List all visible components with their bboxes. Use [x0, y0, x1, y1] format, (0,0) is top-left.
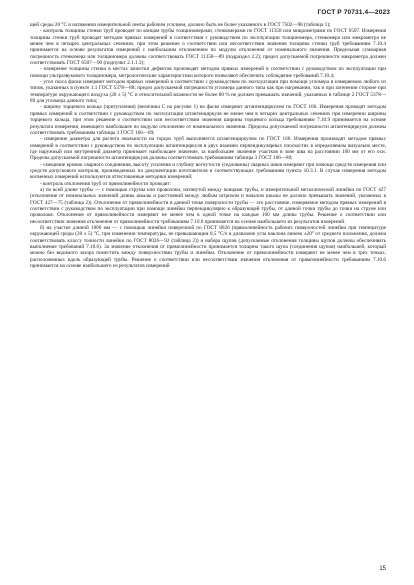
document-body: [30, 22, 386, 269]
paragraph-3: - измерение толщины стенки в местах зачистки дефектов производят методом прямых измерений в соответствии с руководством по эксплуатации при помощи ультразвукового толщиномера, метрологические характеристики которого позволяют обеспечить соблюдение требований 7.10.4;: [30, 66, 386, 79]
paragraph-9: а) по всей длине трубы — с помощью струны или проволоки, натянутой между концами трубы, и измерительной металлической линейки по ГОСТ 427 (отклонение от номинальных значений длины шкалы и расстояний между любым штрихом и началом шкалы не должно превышать значений, указанных в ГОСТ 427—75 (таблица 2)). Отклонение от прямолинейности в данной точке поверхности трубы — это расстояние, измеряемое методом прямых измерений в соответствии с руководством по эксплуатации при помощи линейки перпендикулярно к образующей трубы, от данной точки трубы до точки на струне или проволоке. Отклонение от прямолинейности измеряют не менее чем в одной точке на каждые 100 мм длины трубы. Решение о соответствии или несоответствии значения отклонения от прямолинейности требованиям 7.10.6 принимается на основе наибольшего из результатов измерений.: [30, 186, 386, 225]
paragraph-7: - смещение кромок сварного соединения, высоту усиления и глубину вогнутости (седловины) сварных швов измеряют при помощи средств измерения или средств допускового контроля, произведенных по документации изготовителя и соответствующих требованиям пункта 10.3.1. В случае измерения методом косвенных измерений используются аттестованные методики измерений;: [30, 161, 386, 181]
document-header-code: ГОСТ Р 70731.4—2023: [317, 9, 390, 16]
paragraph-10: б) на участке длиной 1000 мм — с помощью линейки поверочной по ГОСТ 8026 (прямолинейность рабочих поверхностей линейки при температуре окружающей среды (20 ± 5) °С, при изменении температуры, не превышающем 0,5 °С/ч в диапазоне угла наклона линеек ±20° от среднего положения, должна соответствовать классу точности линейки по ГОСТ 8026—92 (таблица 2)) и набора щупов (допускаемые отклонения толщины щупов должны обеспечивать выполнение требований 7.10.6). За значение отклонения от прямолинейности принимается толщина такого щупа (соединения щупов) наибольшей, который можно без видимого зазора поместить между поверхностями трубы и линейки. Отклонение от прямолинейности измеряют не менее чем в трех точках, расположенных вдоль образующей трубы. Решение о соответствии или несоответствии значения отклонения от прямолинейности требованиям 7.10.6 принимается на основе наибольшего из результатов измерений: [30, 225, 386, 270]
paragraph-1: щей среды 20 °С и натяжении измерительной ленты рабочим усилием, должно быть не более указанного в ГОСТ 7502—98 (таблица 1);: [30, 22, 331, 28]
paragraph-2: - контроль толщины стенки труб проводят по концам трубы толщиномерами, стенкомерами по ГОСТ 11358 или микрометрами по ГОСТ 6507. Измерения толщины стенки труб проводят методом прямых измерений в соответствии с руководством по эксплуатации толщиномера, стенкомера или микрометра не менее чем в четырех центральных сечениях, при этом решение о соответствии или несоответствии значения толщины стенки труб требованиям 7.10.4 принимается на основе результатов измерений с наибольшим отклонением по модулю отклонения от номинального значения. Предельная суммарная погрешность стенкомера или толщиномера должны соответствовать ГОСТ 11358—89 (подраздел 2.2); предел допускаемой погрешности микрометра должен соответствовать ГОСТ 6507—90 (подпункт 2.1.1.3);: [30, 28, 386, 67]
page-number: 15: [379, 566, 386, 572]
paragraph-8: - контроль отклонения труб от прямолинейности проводят:: [40, 180, 172, 187]
paragraph-5: - ширину торцевого кольца (притупления) (величина С на рисунке 1) на фаске измеряют штангенциркулем по ГОСТ 166. Измерения проводят методом прямых измерений в соответствии с руководством по эксплуатации штангенциркуля не менее чем в четырех центральных сечениях при измерении ширины торцевого кольца, при этом решение о соответствии или несоответствии значения ширины торцевого кольца требованиям 7.10.9 принимается на основе результата измерения, имеющего наибольшее по модулю отклонение от номинального значения. Пределы допускаемой погрешности штангенциркуля должны соответствовать требованиям таблицы 3 ГОСТ 166—89;: [30, 104, 386, 136]
paragraph-4: - угол скоса фаски измеряют методом прямых измерений в соответствии с руководством по эксплуатации при помощи угломера в измеряемом любого из типов, указанных в пункте 1.1 ГОСТ 5378—88; предел допускаемой погрешности угломера данного типа как при нагревании, так и при затенении стороне при температуре окружающего воздуха (20 ± 5) °С и относительной влажности не более 80 % не должен превышать значений, указанных в таблице 2 ГОСТ 5378—89 для угломера данного типа;: [30, 79, 386, 105]
paragraph-6: - измерение диаметра для расчета овальности на торцах труб выполняется штангенциркулем по ГОСТ 166. Измерения производят методом прямых измерений в соответствии с руководством по эксплуатации штангенциркуля в двух взаимно перпендикулярных плоскостях в определяемом визуально месте, где наружный или внутренний диаметр принимает наибольшее значение, за наибольшее значение участков в зоне шва на расстоянии 100 мм от его оси. Пределы допускаемой погрешности штангенциркуля должны соответствовать требованиям таблицы 3 ГОСТ 166—89;: [30, 136, 386, 162]
